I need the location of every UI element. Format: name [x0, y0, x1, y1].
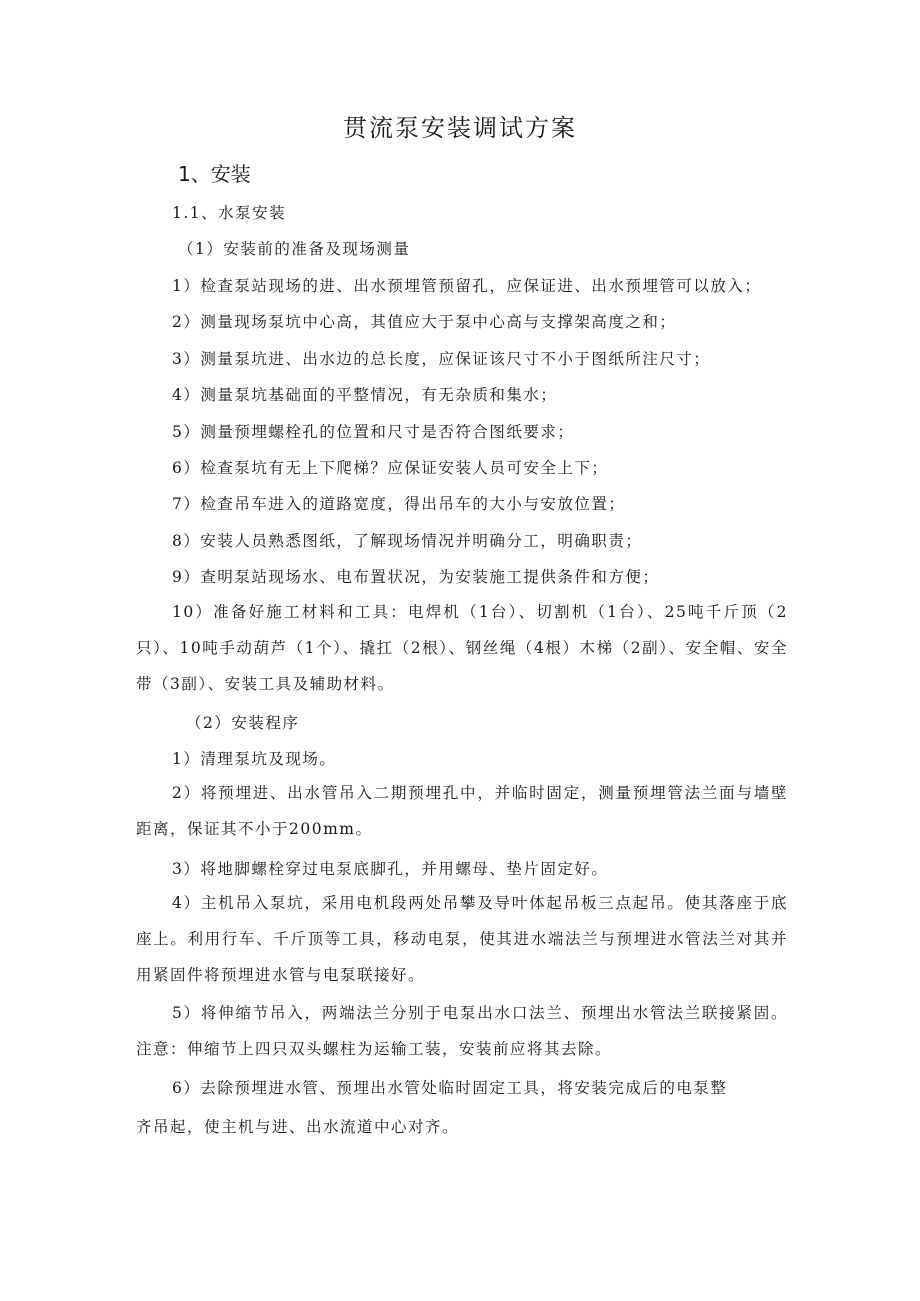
procedure-step: 1）清理泵坑及现场。 [172, 750, 337, 768]
document-title: 贯流泵安装调试方案 [343, 114, 577, 142]
prep-item: 3）测量泵坑进、出水边的总长度，应保证该尺寸不小于图纸所注尺寸； [172, 350, 711, 368]
procedure-step: 6）去除预埋进水管、预埋出水管处临时固定工具，将安装完成后的电泵整 [172, 1079, 728, 1097]
prep-item: 7）检查吊车进入的道路宽度，得出吊车的大小与安放位置； [172, 495, 626, 513]
procedure-step: 4）主机吊入泵坑，采用电机段两处吊攀及导叶体起吊板三点起吊。使其落座于底座上。利用行车、千斤顶等工具，移动电泵，使其进水端法兰与预埋进水管法兰对其并用紧固件将预埋进水管与电泵联接好。 [136, 894, 788, 984]
prep-item: 8）安装人员熟悉图纸，了解现场情况并明确分工，明确职责； [172, 532, 643, 550]
part-heading-preparation: （1）安装前的准备及现场测量 [178, 240, 411, 258]
part-heading-procedure: （2）安装程序 [186, 714, 300, 732]
prep-item: 6）检查泵坑有无上下爬梯？应保证安装人员可安全上下； [172, 459, 609, 477]
section-heading-install: 1、安装 [178, 162, 251, 186]
procedure-step: 5）将伸缩节吊入，两端法兰分别于电泵出水口法兰、预埋出水管法兰联接紧固。注意：伸缩节上四只双头螺柱为运输工装，安装前应将其去除。 [136, 1004, 788, 1058]
procedure-step-continued: 齐吊起，使主机与进、出水流道中心对齐。 [136, 1118, 460, 1136]
prep-item: 2）测量现场泵坑中心高，其值应大于泵中心高与支撑架高度之和； [172, 313, 677, 331]
prep-item: 9）查明泵站现场水、电布置状况，为安装施工提供条件和方便； [172, 568, 660, 586]
prep-item-tools: 10）准备好施工材料和工具：电焊机（1台）、切割机（1台）、25吨千斤顶（2只）、10吨手动葫芦（1个）、撬扛（2根）、钢丝绳（4根）木梯（2副）、安全帽、安全带（3副）、安装工具及辅助材料。 [136, 603, 788, 693]
subsection-heading-pump-install: 1.1、水泵安装 [172, 204, 287, 222]
procedure-step: 2）将预埋进、出水管吊入二期预埋孔中，并临时固定，测量预埋管法兰面与墙壁距离，保证其不小于200mm。 [136, 784, 788, 838]
prep-item: 5）测量预埋螺栓孔的位置和尺寸是否符合图纸要求； [172, 423, 575, 441]
prep-item: 4）测量泵坑基础面的平整情况，有无杂质和集水； [172, 386, 558, 404]
procedure-step: 3）将地脚螺栓穿过电泵底脚孔，并用螺母、垫片固定好。 [172, 860, 609, 878]
prep-item: 1）检查泵站现场的进、出水预埋管预留孔，应保证进、出水预埋管可以放入； [172, 277, 762, 295]
